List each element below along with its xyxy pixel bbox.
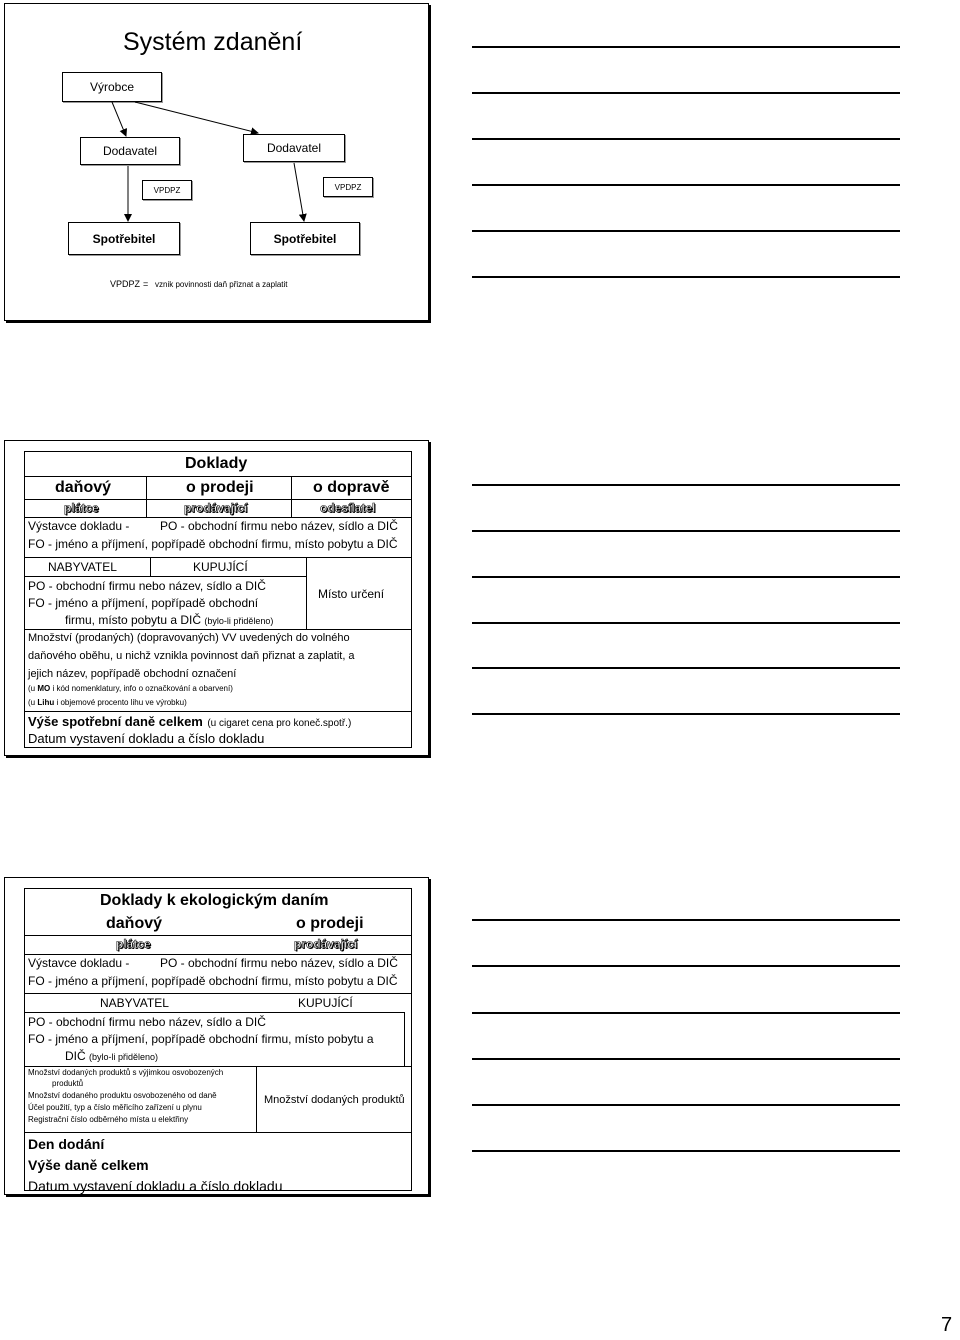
slide1-title: Systém zdanění	[123, 28, 303, 56]
eco-buyer-fo-2-note: (bylo-li přiděleno)	[89, 1052, 159, 1062]
eco-subheader-seller: prodávající	[294, 937, 358, 951]
eco-subheader-payer: plátce	[116, 937, 151, 951]
quantity-line-3: jejich název, popřípadě obchodní označení	[28, 668, 237, 680]
consumer-left-label: Spotřebitel	[92, 231, 156, 246]
excise-total-label: Výše spotřební daně celkem	[28, 714, 203, 729]
eco-column-tax: daňový	[106, 915, 163, 932]
buyer-fo-2-note: (bylo-li přiděleno)	[204, 616, 274, 626]
subheader-payer: plátce	[64, 501, 99, 515]
eco-tax-total: Výše daně celkem	[28, 1157, 149, 1173]
vpdpz-left-label: VPDPZ	[153, 185, 181, 195]
eco-buyer-fo-2	[65, 1050, 158, 1064]
producer-label: Výrobce	[89, 80, 135, 94]
legend-abbr: VPDPZ	[110, 279, 141, 289]
eco-issue-date: Datum vystavení dokladu a číslo dokladu	[28, 1178, 283, 1194]
eco-item-1b: produktů	[52, 1079, 84, 1088]
buyer-label: NABYVATEL	[48, 560, 117, 574]
buyer-po: PO - obchodní firmu nebo název, sídlo a DIČ	[28, 579, 266, 593]
lih-rest: i objemové procento lihu ve výrobku)	[54, 698, 187, 707]
mo-bold: MO	[37, 684, 51, 693]
issue-date: Datum vystavení dokladu a číslo dokladu	[28, 731, 265, 746]
supplier-right-label: Dodavatel	[266, 141, 322, 155]
spirit-note	[28, 698, 187, 707]
legend-eq: =	[143, 279, 149, 289]
column-transport: o dopravě	[313, 479, 390, 496]
page-number: 7	[941, 1314, 953, 1336]
subheader-sender: odesílatel	[320, 501, 376, 515]
eco-buyer-label: NABYVATEL	[100, 996, 169, 1010]
column-tax: daňový	[55, 479, 112, 496]
eco-buyer-fo-2-text: DIČ	[65, 1049, 86, 1063]
column-sale: o prodeji	[186, 479, 254, 496]
issuer-po: PO - obchodní firmu nebo název, sídlo a DIČ	[160, 519, 398, 533]
excise-total	[28, 713, 351, 731]
slide3-title: Doklady k ekologickým daním	[100, 892, 329, 909]
eco-delivery-day: Den dodání	[28, 1136, 105, 1152]
eco-column-sale: o prodeji	[296, 915, 364, 932]
eco-issuer-label: Výstavce dokladu -	[28, 956, 130, 970]
mo-rest: i kód nomenklatury, info o označkování a obarvení)	[50, 684, 233, 693]
legend-text: vznik povinnosti daň přiznat a zaplatit	[155, 280, 288, 289]
eco-buyer-fo: FO - jméno a příjmení, popřípadě obchodní firmu, místo pobytu a	[28, 1032, 374, 1046]
eco-issuer-fo: FO - jméno a příjmení, popřípadě obchodní firmu, místo pobytu a DIČ	[28, 974, 398, 988]
subheader-seller: prodávající	[184, 501, 248, 515]
eco-issuer-po: PO - obchodní firmu nebo název, sídlo a DIČ	[160, 956, 398, 970]
buyer-fo-2	[65, 614, 273, 628]
vpdpz-right-label: VPDPZ	[334, 182, 362, 192]
buyer-label-2: KUPUJÍCÍ	[193, 560, 248, 574]
lih-bold: Lihu	[37, 698, 55, 707]
buyer-fo: FO - jméno a příjmení, popřípadě obchodní	[28, 596, 259, 610]
mo-prefix: (u	[28, 684, 38, 693]
eco-item-4: Registrační číslo odběrného místa u elektřiny	[28, 1115, 189, 1124]
buyer-fo-2-text: firmu, místo pobytu a DIČ	[65, 613, 202, 627]
excise-total-note: (u cigaret cena pro koneč.spotř.)	[207, 718, 352, 729]
destination-label: Místo určení	[318, 587, 385, 601]
eco-buyer-po: PO - obchodní firmu nebo název, sídlo a DIČ	[28, 1015, 266, 1029]
quantity-line-1: Množství (prodaných) (dopravovaných) VV uvedených do volného	[28, 632, 350, 644]
quantity-line-2: daňového oběhu, u nichž vznikla povinnost daň přiznat a zaplatit, a	[28, 650, 355, 662]
eco-quantity-right: Množství dodaných produktů	[264, 1094, 405, 1106]
slide2-title: Doklady	[185, 455, 248, 472]
consumer-right-label: Spotřebitel	[273, 231, 337, 246]
eco-item-2: Množství dodaného produktu osvobozeného od daně	[28, 1091, 217, 1100]
issuer-label: Výstavce dokladu -	[28, 519, 130, 533]
supplier-left-label: Dodavatel	[102, 144, 158, 158]
lih-prefix: (u	[28, 698, 38, 707]
eco-item-1: Množství dodaných produktů s výjimkou osvobozených	[28, 1068, 224, 1077]
mineral-oil-note	[28, 684, 233, 693]
eco-buyer-label-2: KUPUJÍCÍ	[298, 996, 353, 1010]
issuer-fo: FO - jméno a příjmení, popřípadě obchodní firmu, místo pobytu a DIČ	[28, 537, 398, 551]
eco-item-3: Účel použití, typ a číslo měřicího zařízení u plynu	[28, 1103, 202, 1112]
